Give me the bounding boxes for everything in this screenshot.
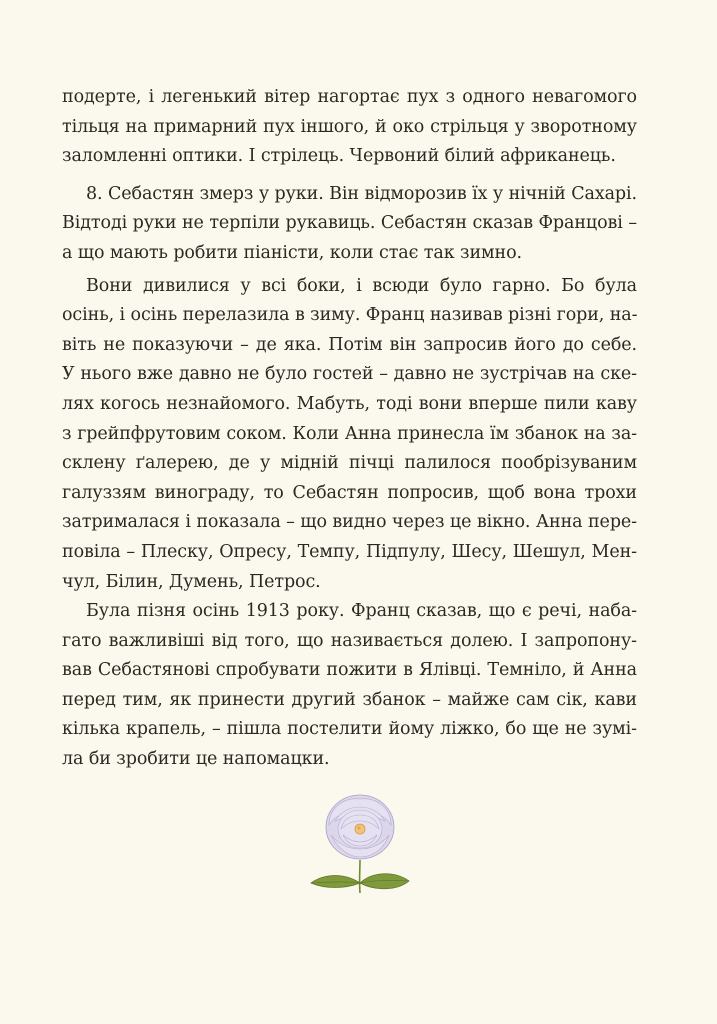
text-line: з грейпфрутовим соком. Коли Анна принесла їм збанок на за- [62,423,637,444]
text-line: Вони дивилися у всі боки, і всюди було гарно. Бо була [86,275,637,296]
text-line: перед тим, як принести другий збанок – майже сам сік, кави [62,689,637,710]
text-line: галуззям винограду, то Себастян попросив, щоб вона трохи [62,482,637,503]
paragraph [62,83,637,172]
text-line: Відтоді руки не терпіли рукавиць. Себастян сказав Францові – [62,213,637,234]
paragraph [62,597,637,775]
text-line: вав Себастянові спробувати пожити в Ялівці. Темніло, й Анна [62,660,637,681]
text-line: подерте, і легенький вітер нагортає пух з одного невагомого [62,87,637,107]
text-line: затрималася і показала – що видно через це вікно. Анна пере- [62,512,637,533]
text-line: заломленні оптики. І стрілець. Червоний білий африканець. [62,146,616,167]
flower-icon [305,785,415,905]
text-line: віть не показуючи – де яка. Потім він запросив його до себе. [62,334,637,355]
paragraph [62,272,637,598]
text-line: 8. Себастян змерз у руки. Він відморозив їх у нічній Сахарі. [86,183,637,204]
text-line: чул, Білин, Думень, Петрос. [62,571,321,592]
text-line: ла би зробити це напомацки. [62,749,330,770]
text-line: Була пізня осінь 1913 року. Франц сказав, що є речі, наба- [86,601,637,622]
text-line: осінь, і осінь перелазила в зиму. Франц називав різні гори, на- [62,305,638,326]
text-line: У нього вже давно не було гостей – давно не зустрічав на ске- [62,364,637,385]
text-line: кілька крапель, – пішла постелити йому ліжко, бо ще не зумі- [62,719,637,740]
text-line: тільця на примарний пух іншого, й око стрільця у зворотному [62,116,637,137]
text-line: а що мають робити піаністи, коли стає так зимно. [62,242,522,263]
text-line: повіла – Плеску, Опресу, Темпу, Підпулу, Шесу, Шешул, Мен- [62,541,637,562]
paragraph [62,180,637,269]
text-line: лях когось незнайомого. Мабуть, тоді вони вперше пили каву [62,393,637,414]
text-block [62,83,637,775]
text-line: склену ґалерею, де у мідній пічці палилося пообрізуваним [62,453,637,474]
text-line: гато важливіші від того, що називається долею. І запропону- [62,630,637,651]
